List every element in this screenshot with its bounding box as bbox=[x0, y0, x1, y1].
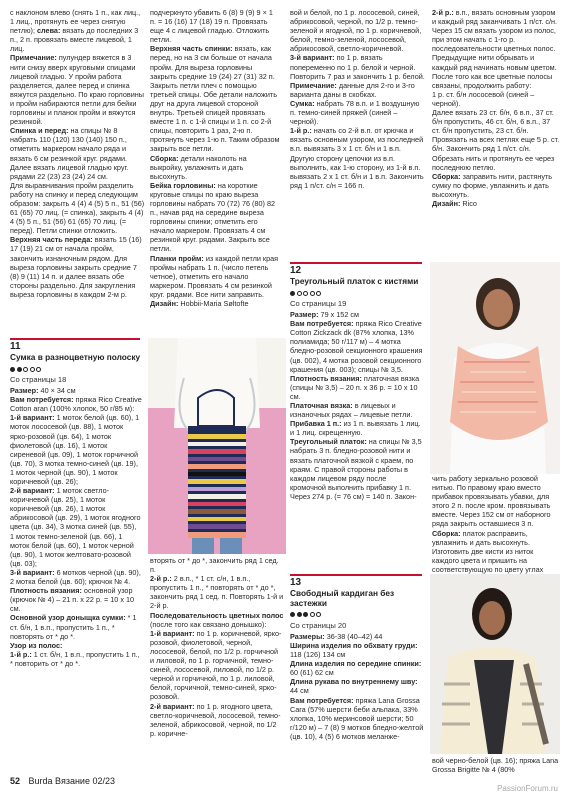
difficulty-dot bbox=[30, 367, 35, 372]
difficulty-dot bbox=[316, 612, 321, 617]
section-13 bbox=[290, 578, 424, 772]
difficulty-dot bbox=[17, 367, 22, 372]
section-12-continued: чить работу зеркально розовой нитью. По правому краю вместо прибавок провязывать убавки, для этого 2 п. после кром. провязывать вместе. Через 152 см от наборного ряда закрыть оставшиеся 3 п. Сборка: платок расправить, увлажнить и дать высохнуть. Изготовить две кисти из ниток каждого цвета и пришить на соответствующую по цвету углах bbox=[432, 474, 551, 574]
page-reference: Со страницы 19 bbox=[290, 298, 347, 308]
difficulty-dot bbox=[303, 291, 308, 296]
section-11-continued: вторять от * до *, закончить ряд 1 сед. п. 2-й р.: 2 в.п., * 1 ст. с/н, 1 в.п., пропустить 1 п., * повторять от * до *, закончить ряд 1 сед. п. Повторять 1-й и 2-й р. Последовательность цветных полос (после того как связано донышко): 1-й вариант: по 1 р. коричневой, ярко-розовой, фиолетовой, черной, лососевой, белой, по 1/2 р. горчичной и лиловой, по 1 р. горчичной, темно-синей, лососевой, лиловой, по 1/2 р. черной и горчичной, по 1 р. лиловой, белой, горчичной, темно-синей, ярко-розовой. 2-й вариант: по 1 р. ягодного цвета, светло-коричневой, лососевой, темно-зеленой, абрикосовой, черной, по 1/2 р. коричне- bbox=[150, 556, 284, 738]
cardigan-illustration bbox=[430, 574, 560, 754]
section-number: 13 bbox=[290, 577, 302, 588]
difficulty-dot bbox=[290, 612, 295, 617]
difficulty-dot bbox=[10, 367, 15, 372]
page-reference: Со страницы 18 bbox=[10, 374, 67, 384]
difficulty-dot bbox=[316, 291, 321, 296]
section-divider bbox=[290, 574, 422, 576]
magazine-name: Burda Вязание bbox=[28, 776, 90, 786]
col3-top-text: вой и белой, по 1 р. лососевой, синей, абрикосовой, черной, по 1/2 р. темно-зеленой и ягодной, по 1 р. коричневой, белой, темно-зеленой, лососевой, абрикосовой, светло-коричневой. 3-й вариант: по 1 р. вязать попеременно по 1 р. белой и черной. Повторить 7 раз и закончить 1 р. белой. Примечание: данные для 2-го и 3-го варианта даны в скобках. Сумка: набрать 78 в.п. и 1 воздушную п. темно-синей пряжей (синей – черной). 1-й р.: начать со 2-й в.п. от крючка и вязать основным узором, из последней в.п. вывязать 3 х 1 ст. б/н и 1 в.п. Другую сторону цепочки из в.п. выполнить, как 1-ю сторону, из 1-й в.п. вывязать 2 х 1 ст. б/н и 1 в.п. Закончить ряд 1 п/ст. с/н = 166 п. bbox=[290, 8, 425, 190]
page-footer bbox=[10, 776, 115, 786]
section-13-continued: вой черно-белой (цв. 16); пряжа Lana Grossa Brigitte № 4 (80% bbox=[432, 756, 559, 775]
difficulty-rating bbox=[290, 611, 424, 620]
cardigan-photo bbox=[430, 574, 560, 754]
difficulty-dot bbox=[23, 367, 28, 372]
col4-top-text: 2-й р.: в.п., вязать основным узором и каждый ряд заканчивать 1 п/ст. с/н. Через 15 см вязать узором из полос, при этом начать с 1-го р. последовательности цветных полос. Предыдущие нити обрывать и каждый ряд начинать новым цветом. После того как все цветные полосы связаны, продолжить работу: 1 р. ст. б/н лососевой (синей – черной). Далее вязать 23 ст. б/н, 6 в.п., 37 ст. б/н пропустить, 46 ст. б/н, 6 в.п., 37 ст. б/н пропустить, 23 ст. б/н. Провязать на всех петлях еще 5 р. ст. б/н. Закончить ряд 1 п/ст. с/н. Обрезать нить и протянуть ее через последнюю петлю. Сборка: заправить нити, растянуть сумку по форме, увлажнить и дать высохнуть. Дизайн: Rico bbox=[432, 8, 560, 208]
bag-photo bbox=[148, 338, 286, 554]
shawl-illustration bbox=[430, 262, 560, 474]
difficulty-dot bbox=[36, 367, 41, 372]
difficulty-dot bbox=[310, 612, 315, 617]
section-divider bbox=[290, 262, 422, 264]
difficulty-dot bbox=[290, 291, 295, 296]
difficulty-dot bbox=[297, 291, 302, 296]
section-divider bbox=[10, 338, 140, 340]
bag-illustration bbox=[148, 338, 286, 554]
page-reference: Со страницы 20 bbox=[290, 620, 347, 630]
section-title: Свободный кардиган без застежки bbox=[290, 588, 395, 608]
watermark: PassionForum.ru bbox=[497, 784, 558, 793]
difficulty-dot bbox=[297, 612, 302, 617]
section-body: Размер: 40 × 34 см Вам потребуется: пряжа Rico Creative Cotton aran (100% хлопок, 50 г/85 м): 1-й вариант: 1 моток белой (цв. 60), 1 моток лососевой (цв. 88), 1 моток ярко-розовой (цв. 64), 1 моток фиолетовой (цв. 16), 1 моток сиреневой (цв. 09), 1 моток горчичной (цв. 70), 3 мотка темно-синей (цв. 19), 1 моток черной (цв. 90), 1 моток коричневой (цв. 26); 2-й вариант: 1 моток светло-коричневой (цв. 25), 1 моток коричневой (цв. 26), 1 моток абрикосовой (цв. 29), 1 моток ягодного цвета (цв. 34), 3 мотка синей (цв. 55), 1 моток темно-зеленой (цв. 66), 1 моток белой (цв. 60), 1 моток черной (цв. 90), 1 моток желтовато-розовой (цв. 03); 3-й вариант: 6 мотков черной (цв. 90), 2 мотка белой (цв. 60); крючок № 4. Плотность вязания: основной узор (крючок № 4) – 21 п. x 22 р. = 10 x 10 см. Основной узор доныщка сумки: * 1 ст. б/н, 1 в.п., пропустить 1 п., * повторять от * до *. Узор из полос: 1-й р.: 1 ст. б/н, 1 в.п., пропустить 1 п., * повторить от * до *. bbox=[10, 386, 142, 668]
section-title: Треугольный платок с кистями bbox=[290, 276, 419, 287]
page-number: 52 bbox=[10, 776, 21, 786]
shawl-photo bbox=[430, 262, 560, 474]
difficulty-rating bbox=[290, 289, 424, 298]
section-body: Размер: 79 x 152 см Вам потребуется: пряжа Rico Creative Cotton Zickzack dk (87% хлопка, 13% полиамида; 50 г/117 м) – 4 мотка бледно-розовой секционного крашения (цв. 002), 4 мотка розовой секционного крашения (цв. 003); спицы № 3,5. Плотность вязания: платочная вязка (спицы № 3,5) – 20 п. x 36 р. = 10 x 10 см. Платочная вязка: в лицевых и изнаночных рядах – лицевые петли. Прибавка 1 п.: из 1 п. вывязать 1 лиц. и 1 лиц. скрещенную. Треугольный платок: на спицы № 3,5 набрать 3 п. бледно-розовой нити и вязать платочной вязкой с краем, по краям. С правой стороны работы в каждом лицевом ряду после кромочной выполнить прибавку 1 п. Через 274 р. (= 76 см) = 140 п. Закон- bbox=[290, 310, 423, 501]
col1-top-text: с наклоном влево (снять 1 п., как лиц., 1 лиц., протянуть ее через снятую петлю); слева: вязать до последних 3 п., 2 п. провязать вместе лицевой, 1 лиц. Примечание: пулундер вяжется в 3 нити снизу вверх круговыми спицами лицевой гладью. У пройм работа разделяется, далее перед и спинка вяжутся раздельно. По краю горловины и пройм набираются петли для бейки горловины и планок пройм и вяжутся резинкой. Спинка и перед: на спицы № 8 набрать 110 (120) 130 (140) 150 п., отметить маркером начало ряда и вязать 6 см резинкой круг. рядами. Далее вязать лицевой гладью круг. рядами 22 (23) 23 (24) 24 см. Для выравнивания пройм разделить работу на спинку и перед следующим образом: закрыть 4 (4) 4 (5) 5 п., 51 (56) 61 (65) 70 лиц. (= спинка), закрыть 4 (4) 4 (5) 5 п., 51 (56) 61 (65) 70 лиц. (= перед). Петли спинки отложить. Верхняя часть переда: вязать 15 (16) 17 (19) 21 см от начала пройм, закончить изнаночным рядом. Для выреза горловины закрыть средние 7 (8) 9 (11) 14 п. и далее вязать обе стороны раздельно. Для закругления выреза горловины в каждом 2-м р. bbox=[10, 8, 145, 299]
section-number: 11 bbox=[10, 341, 21, 352]
section-11 bbox=[10, 342, 142, 772]
difficulty-dot bbox=[303, 612, 308, 617]
difficulty-rating bbox=[10, 365, 142, 374]
section-number: 12 bbox=[290, 265, 302, 276]
section-12 bbox=[290, 266, 424, 568]
difficulty-dot bbox=[310, 291, 315, 296]
section-body: Размеры: 36-38 (40–42) 44 Ширина изделия по обхвату груди: 118 (126) 134 см Длина изделия по середине спинки: 60 (61) 62 см Длина рукава по внутреннему шву: 44 см Вам потребуется: пряжа Lana Grossa Cara (57% шерсти беби альпака, 33% хлопка, 10% меринсовой шерсти; 50 г/120 м) – 7 (8) 9 мотков бледно-желтой (цв. 10), 4 (5) 6 мотков меланже- bbox=[290, 631, 424, 741]
issue-number: 02/23 bbox=[92, 776, 116, 786]
section-title: Сумка в разноцветную полоску bbox=[10, 352, 141, 363]
col2-top-text: подчеркнуто убавить 6 (8) 9 (9) 9 × 1 п. = 16 (16) 17 (18) 19 п. Провязать еще 4 с лицевой гладью. Отложить петли. Верхняя часть спинки: вязать, как перед, но на 3 см больше от начала пройм. Для выреза горловины закрыть средние 19 (24) 27 (31) 32 п. Закрыть петли плеч с помощью третьей спицы. Обе детали наложить друг на друга лицевой стороной внутрь. Третьей спицей провязать вместе 1 п. с 1-й спицы и 1 п. со 2-й спицы, повторить 1 раз, 2-ю п. протянуть через 1-ю п. Таким образом закрыть все петли. Сборка: детали наколоть на выкройку, увлажнить и дать высохнуть. Бейка горловины: на короткие круговые спицы по краю выреза горловины набрать 70 (72) 76 (80) 82 п., начав ряд на середине выреза горловины спинки; отметить его начало маркером. Провязать 4 см резинкой круг. рядами. Закрыть все петли. Планки пройм: из каждой петли края проймы набрать 1 п. (число петель четное), отметить его начало маркером. Провязать 4 см резинкой круг. рядами. Все нити заправить. Дизайн: Hobbii-Maria Søltofte bbox=[150, 8, 280, 308]
